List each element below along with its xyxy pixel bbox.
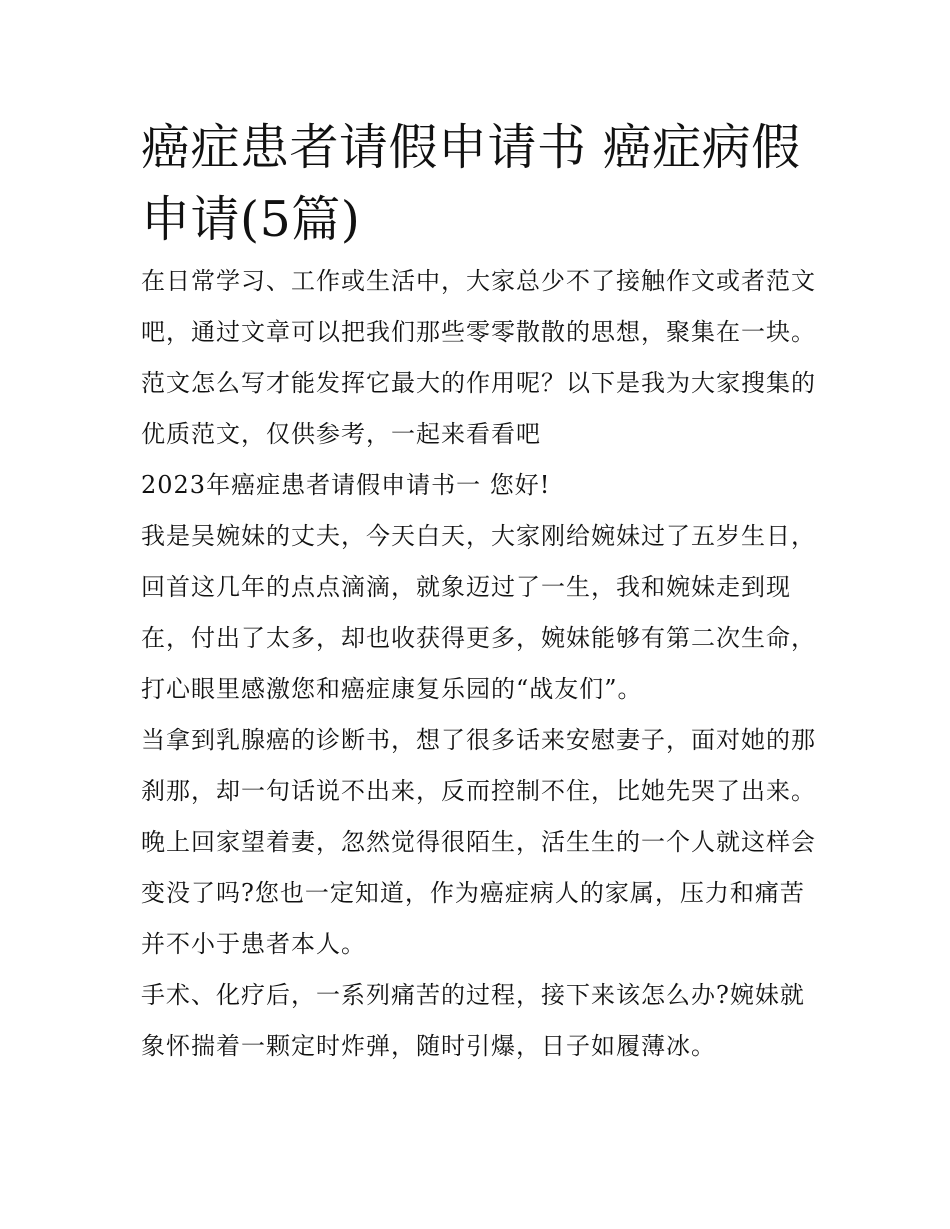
body-paragraph-1: 我是吴婉妹的丈夫，今天白天，大家刚给婉妹过了五岁生日，回首这几年的点点滴滴，就象迈过了一生，我和婉妹走到现在，付出了太多，却也收获得更多，婉妹能够有第二次生命，打心眼里感激您和癌症康复乐园的“战友们”。 [141,522,816,703]
intro-paragraph: 在日常学习、工作或生活中，大家总少不了接触作文或者范文吧，通过文章可以把我们那些零零散散的思想，聚集在一块。范文怎么写才能发挥它最大的作用呢？以下是我为大家搜集的优质范文，仅供参考，一起来看看吧 [141,267,816,448]
section-heading-paragraph: 2023年癌症患者请假申请书一 您好! [141,471,551,499]
body-paragraph-3: 手术、化疗后，一系列痛苦的过程，接下来该怎么办?婉妹就象怀揣着一颗定时炸弹，随时引爆，日子如履薄冰。 [141,981,805,1060]
document-body [141,256,821,1072]
body-paragraph-2: 当拿到乳腺癌的诊断书，想了很多话来安慰妻子，面对她的那刹那，却一句话说不出来，反而控制不住，比她先哭了出来。晚上回家望着妻，忽然觉得很陌生，活生生的一个人就这样会变没了吗?您也一定知道，作为癌症病人的家属，压力和痛苦并不小于患者本人。 [141,726,816,958]
document-title: 癌症患者请假申请书 癌症病假申请(5篇) [141,119,801,248]
document-content [141,112,821,1072]
